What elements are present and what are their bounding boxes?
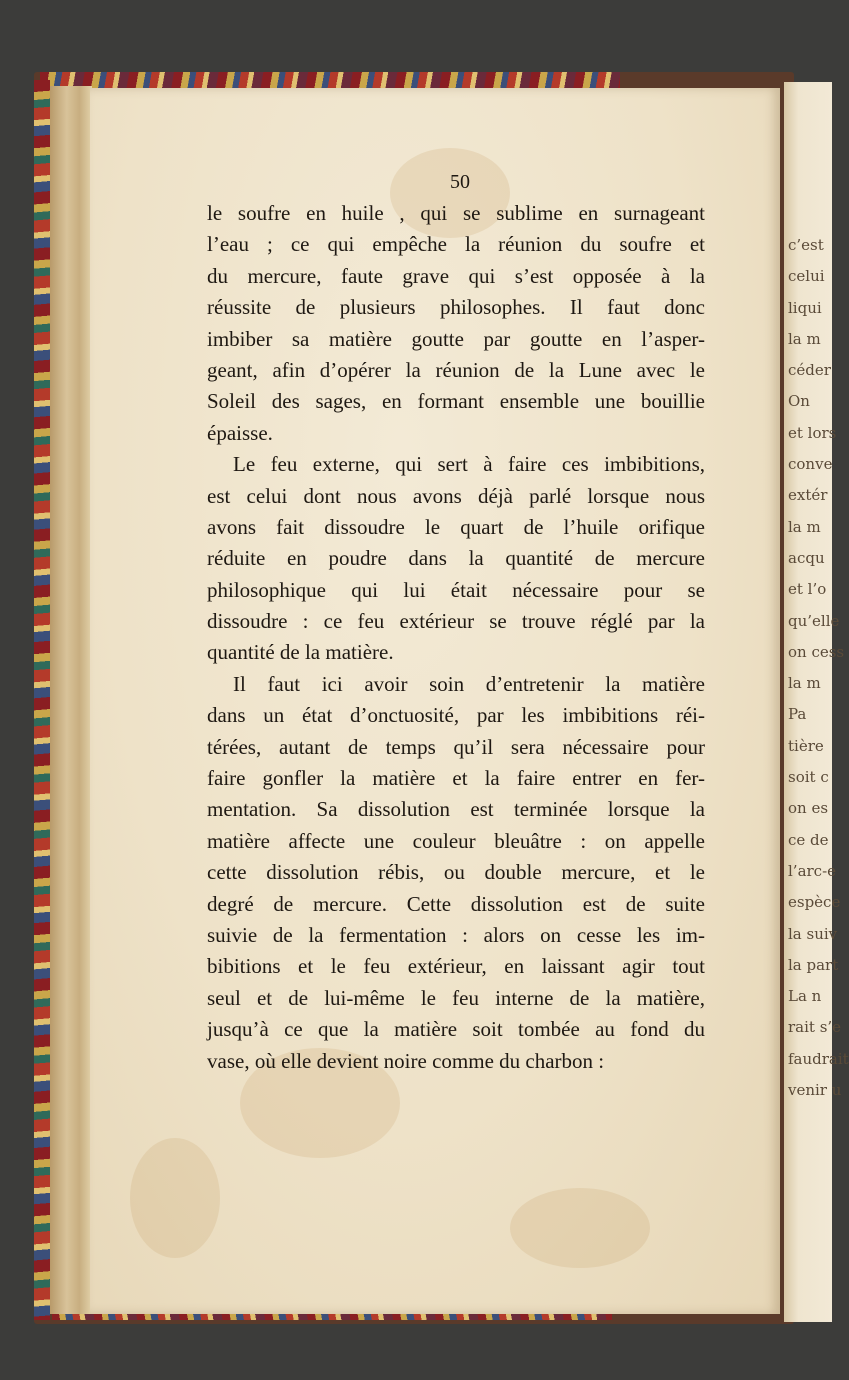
- text-line: vase, où elle devient noire comme du charbon :: [207, 1048, 605, 1073]
- text-line: quantité de la matière.: [207, 640, 394, 665]
- marbled-edge-left: [34, 80, 50, 1320]
- text-line: seul et de lui-même le feu interne de la matière,: [207, 985, 705, 1010]
- facing-page-text-fragments: [788, 230, 848, 1106]
- page-stack-edge: [50, 86, 92, 1314]
- text-line: est celui dont nous avons déjà parlé lorsque nous: [207, 483, 705, 508]
- facing-page-fragment: liqui: [788, 298, 822, 317]
- text-line: réduite en poudre dans la quantité de mercure: [207, 546, 705, 571]
- facing-page-fragment: la part: [788, 955, 839, 974]
- text-line: matière affecte une couleur bleuâtre : on appelle: [207, 828, 705, 853]
- body-text: [207, 198, 705, 1077]
- text-line: dans un état d’onctuosité, par les imbibitions réi-: [207, 703, 705, 728]
- text-line: imbiber sa matière goutte par goutte en l’asper-: [207, 326, 705, 351]
- page-number: 50: [450, 171, 470, 193]
- facing-page-fragment: céder: [788, 361, 831, 380]
- facing-page-fragment: on es: [788, 799, 829, 818]
- facing-page-fragment: qu’elle: [788, 611, 840, 630]
- text-line: du mercure, faute grave qui s’est opposée à la: [207, 263, 705, 288]
- text-line: épaisse.: [207, 420, 273, 445]
- paper-stain: [130, 1138, 220, 1258]
- text-line: bibitions et le feu extérieur, en laissant agir tout: [207, 954, 705, 979]
- facing-page-fragment: la m: [788, 329, 821, 348]
- facing-page-fragment: la m: [788, 517, 821, 536]
- facing-page-fragment: extér: [788, 486, 828, 505]
- facing-page-fragment: faudrait: [788, 1049, 849, 1068]
- facing-page-fragment: celui: [788, 267, 825, 286]
- facing-page-fragment: l’arc-e: [788, 861, 837, 880]
- facing-page-edge: [784, 82, 849, 1322]
- facing-page-fragment: On: [788, 392, 810, 411]
- facing-page-fragment: on cess: [788, 642, 845, 661]
- paper-stain: [510, 1188, 650, 1268]
- facing-page-fragment: venir u: [788, 1081, 842, 1100]
- text-line: jusqu’à ce que la matière soit tombée au fond du: [207, 1017, 705, 1042]
- facing-page-fragment: la suiv: [788, 924, 838, 943]
- facing-page-fragment: Pa: [788, 705, 807, 724]
- facing-page-fragment: espèce: [788, 893, 841, 912]
- facing-page-fragment: soit c: [788, 768, 829, 787]
- text-line: l’eau ; ce qui empêche la réunion du soufre et: [207, 232, 705, 257]
- facing-page-fragment: conve: [788, 455, 833, 474]
- facing-page-fragment: La n: [788, 987, 822, 1006]
- text-line: degré de mercure. Cette dissolution est de suite: [207, 891, 705, 916]
- facing-page-fragment: la m: [788, 674, 821, 693]
- facing-page-fragment: c’est: [788, 236, 824, 254]
- facing-page-fragment: tière: [788, 736, 824, 755]
- text-line: geant, afin d’opérer la réunion de la Lune avec le: [207, 357, 705, 382]
- text-line: Soleil des sages, en formant ensemble une bouillie: [207, 389, 705, 414]
- text-line: le soufre en huile , qui se sublime en surnageant: [207, 201, 705, 225]
- text-line: mentation. Sa dissolution est terminée lorsque la: [207, 797, 705, 822]
- facing-page-fragment: rait s’e: [788, 1018, 842, 1037]
- facing-page-fragment: et l’o: [788, 580, 827, 599]
- text-line: suivie de la fermentation : alors on cesse les im-: [207, 922, 705, 947]
- text-line: Le feu externe, qui sert à faire ces imbibitions,: [233, 452, 705, 477]
- facing-page-fragment: ce de: [788, 830, 829, 849]
- page-text-block: [207, 168, 705, 1077]
- text-line: térées, autant de temps qu’il sera nécessaire pour: [207, 734, 705, 759]
- text-line: avons fait dissoudre le quart de l’huile orifique: [207, 514, 705, 539]
- text-line: faire gonfler la matière et la faire entrer en fer-: [207, 766, 705, 791]
- facing-page-fragment: acqu: [788, 548, 825, 567]
- facing-page-fragment: et lors: [788, 423, 837, 442]
- text-line: philosophique qui lui était nécessaire pour se: [207, 577, 705, 602]
- text-line: Il faut ici avoir soin d’entretenir la matière: [233, 671, 705, 696]
- text-line: réussite de plusieurs philosophes. Il faut donc: [207, 295, 705, 320]
- text-line: cette dissolution rébis, ou double mercure, et le: [207, 860, 705, 885]
- text-line: dissoudre : ce feu extérieur se trouve réglé par la: [207, 609, 705, 634]
